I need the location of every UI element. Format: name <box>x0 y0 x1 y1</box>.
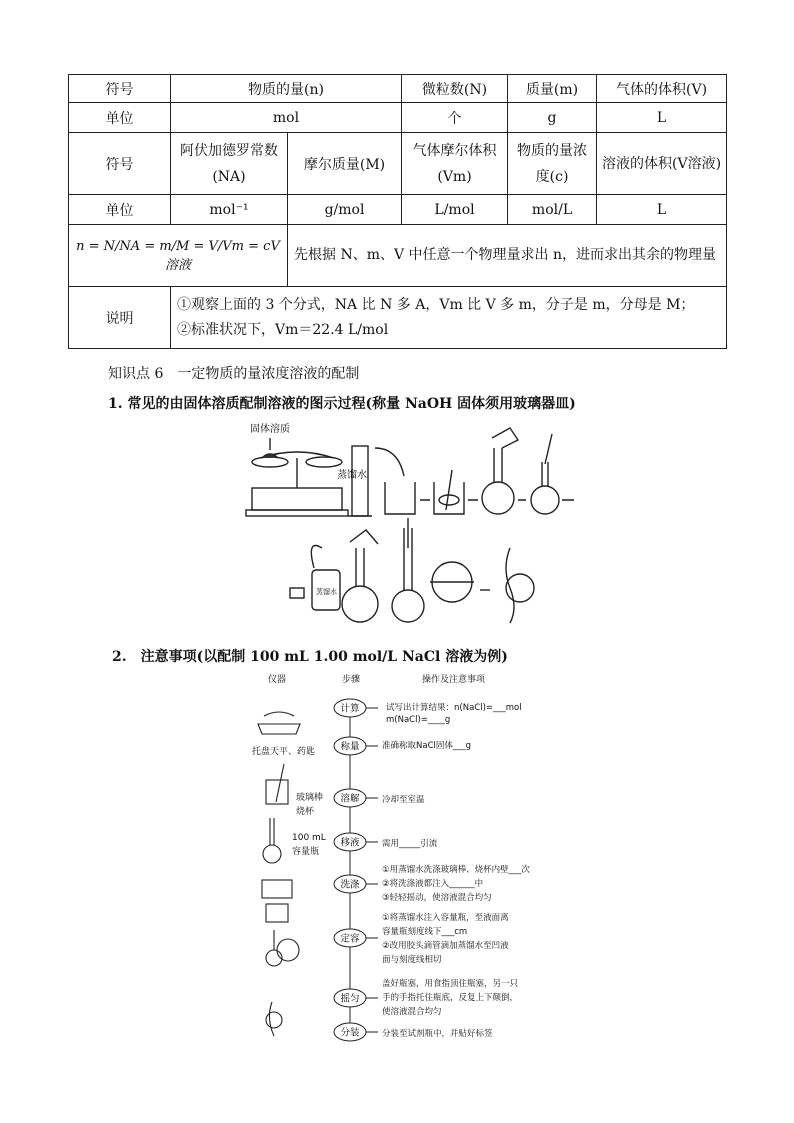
cell-unit-label: 单位 <box>69 103 171 133</box>
item-1-title: 1. 常见的由固体溶质配制溶液的图示过程(称量 NaOH 固体须用玻璃器皿) <box>108 396 576 412</box>
cell-unit-label-2: 单位 <box>69 195 171 225</box>
explain-cell <box>171 287 727 349</box>
note-fix-4: 面与刻度线相切 <box>382 955 442 965</box>
inst-beaker: 烧杯 <box>296 807 315 817</box>
step-label: 洗涤 <box>340 879 360 891</box>
col-instrument: 仪器 <box>268 675 287 685</box>
note-transfer: 需用_____引流 <box>382 839 438 849</box>
step-label: 计算 <box>340 703 360 715</box>
inst-balance: 托盘天平、药匙 <box>252 747 316 757</box>
step-label: 定容 <box>340 933 360 945</box>
cell-symbol-label: 符号 <box>69 75 171 103</box>
note-calc-1: 试写出计算结果：n(NaCl)=___mol <box>386 703 522 713</box>
cell-unit-g: g <box>508 103 597 133</box>
section-6-title: 知识点 6 一定物质的量浓度溶液的配制 <box>108 366 360 382</box>
inst-flask-1: 100 mL <box>292 833 326 843</box>
formula-note-cell: 先根据 N、m、V 中任意一个物理量求出 n，进而求出其余的物理量 <box>288 225 727 287</box>
cell-N: 微粒数(N) <box>402 75 508 103</box>
note-wash-1: ①用蒸馏水洗涤玻璃棒、烧杯内壁___次 <box>382 865 530 875</box>
inst-flask-2: 容量瓶 <box>292 847 320 857</box>
cell-unit-L: L <box>597 103 727 133</box>
preparation-process-figure <box>240 418 580 630</box>
note-wash-2: ②将洗涤液都注入______中 <box>382 879 484 889</box>
cell-unit-L2: L <box>597 195 727 225</box>
cell-m: 质量(m) <box>508 75 597 103</box>
cell-M: 摩尔质量(M) <box>288 133 402 195</box>
step-label: 溶解 <box>340 793 360 805</box>
note-wash-3: ③轻轻摇动，使溶液混合均匀 <box>382 893 492 903</box>
cell-V: 气体的体积(V) <box>597 75 727 103</box>
water-label: 蒸馏水 <box>337 470 367 481</box>
cell-unit-mol-1: mol⁻¹ <box>171 195 288 225</box>
cell-n: 物质的量(n) <box>171 75 402 103</box>
note-calc-2: m(NaCl)=____g <box>386 715 451 725</box>
cell-NA: 阿伏加德罗常数(NA) <box>171 133 288 195</box>
cell-unit-molL: mol/L <box>508 195 597 225</box>
quantity-table <box>68 74 727 349</box>
cell-unit-mol: mol <box>171 103 402 133</box>
cell-Vm: 气体摩尔体积(Vm) <box>402 133 508 195</box>
note-shake-2: 手的手指托住瓶底，反复上下颠倒， <box>382 993 519 1003</box>
note-fix-2: 容量瓶刻度线下___cm <box>382 927 468 937</box>
cell-unit-gmol: g/mol <box>288 195 402 225</box>
note-weigh: 准确称取NaCl固体___g <box>382 741 472 751</box>
formula-cell: n = N/NA = m/M = V/Vm = cV溶液 <box>69 225 288 287</box>
cell-unit-Lmol: L/mol <box>402 195 508 225</box>
explain-label-cell: 说明 <box>69 287 171 349</box>
step-label: 称量 <box>340 741 360 753</box>
explain-line-2: ②标准状况下，Vm＝22.4 L/mol <box>177 321 389 338</box>
cell-c: 物质的量浓度(c) <box>508 133 597 195</box>
cell-unit-ge: 个 <box>402 103 508 133</box>
step-nodes <box>334 699 378 1041</box>
note-fix-3: ②改用胶头滴管滴加蒸馏水至凹液 <box>382 941 509 951</box>
step-label: 移液 <box>340 837 360 849</box>
bottle-label: 蒸馏水 <box>316 588 337 596</box>
note-dispense: 分装至试剂瓶中，并贴好标签 <box>382 1029 493 1039</box>
step-label: 摇匀 <box>340 993 360 1005</box>
step-label: 分装 <box>340 1027 360 1039</box>
note-shake-3: 使溶液混合均匀 <box>382 1007 442 1017</box>
balance-base <box>252 488 342 510</box>
solid-label: 固体溶质 <box>250 424 290 435</box>
note-shake-1: 盖好瓶塞，用食指顶住瓶塞，另一只 <box>382 979 519 989</box>
note-dissolve: 冷却至室温 <box>382 795 425 805</box>
note-fix-1: ①将蒸馏水注入容量瓶，至液面离 <box>382 913 509 923</box>
notes-flowchart <box>250 668 590 1050</box>
cell-symbol-label-2: 符号 <box>69 133 171 195</box>
col-note: 操作及注意事项 <box>422 675 486 685</box>
cell-Vsol: 溶液的体积(V溶液) <box>597 133 727 195</box>
explain-line-1: ①观察上面的 3 个分式，NA 比 N 多 A，Vm 比 V 多 m，分子是 m，分母是 M； <box>177 296 695 313</box>
inst-rod: 玻璃棒 <box>296 793 324 803</box>
col-step: 步骤 <box>342 675 361 685</box>
item-2-title: 2. 注意事项(以配制 100 mL 1.00 mol/L NaCl 溶液为例) <box>112 649 508 665</box>
